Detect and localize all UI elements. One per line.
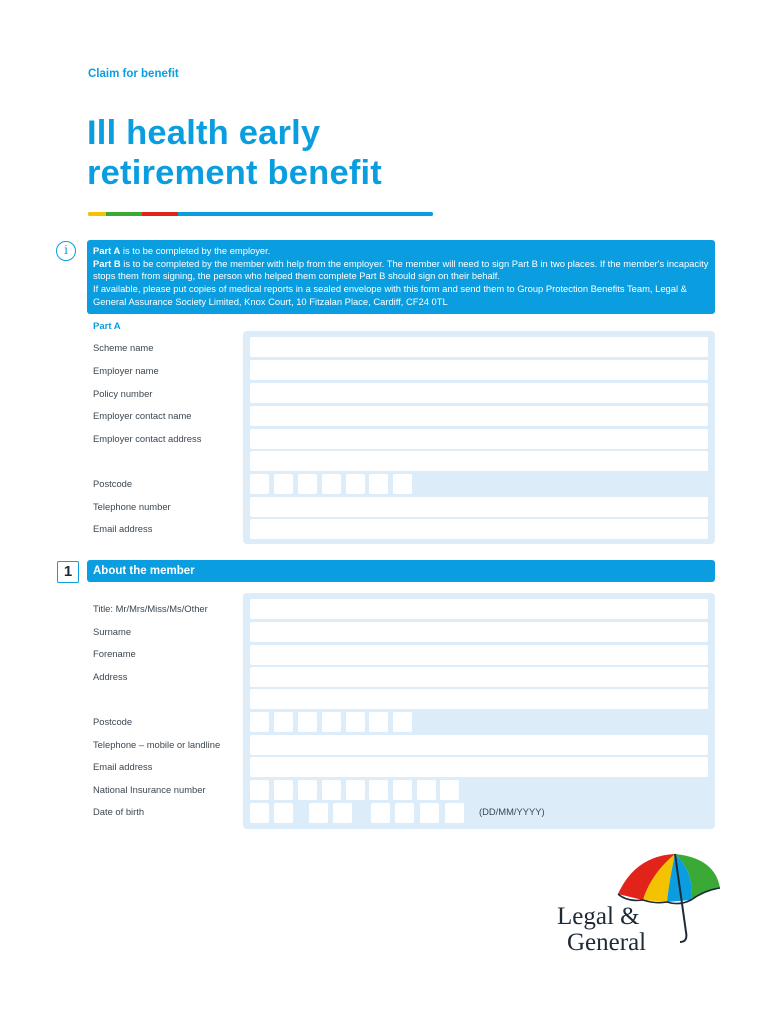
dob-format-hint: (DD/MM/YYYY) bbox=[479, 806, 545, 817]
ni-number-box[interactable] bbox=[440, 780, 459, 800]
dob-box[interactable] bbox=[274, 803, 293, 823]
title-line-1: Ill health early bbox=[87, 114, 321, 152]
employer-address-line1-field[interactable] bbox=[250, 429, 708, 449]
ni-number-box[interactable] bbox=[346, 780, 365, 800]
postcode-label: Postcode bbox=[93, 478, 133, 489]
ni-number-box[interactable] bbox=[298, 780, 317, 800]
reports-text: If available, please put copies of medical reports in a sealed envelope with this form and send them to Group Protection Benefits Team, Legal & General Assurance Society Limited, Knox Court, 10 Fitzalan Place, Cardiff, CF24 0TL bbox=[93, 283, 687, 307]
section-title: About the member bbox=[87, 560, 715, 582]
umbrella-icon bbox=[555, 852, 725, 962]
ni-number-box[interactable] bbox=[393, 780, 412, 800]
info-icon: i bbox=[56, 241, 76, 261]
instructions-box bbox=[87, 240, 715, 314]
forename-field[interactable] bbox=[250, 645, 708, 665]
title-line-2: retirement benefit bbox=[87, 154, 382, 192]
postcode-box[interactable] bbox=[369, 712, 388, 732]
section-number: 1 bbox=[57, 561, 79, 583]
postcode-box[interactable] bbox=[298, 712, 317, 732]
employer-name-field[interactable] bbox=[250, 360, 708, 380]
form-kicker: Claim for benefit bbox=[88, 68, 179, 80]
dob-box[interactable] bbox=[333, 803, 352, 823]
part-a-panel bbox=[243, 331, 715, 544]
address-line1-field[interactable] bbox=[250, 667, 708, 687]
policy-number-field[interactable] bbox=[250, 383, 708, 403]
ni-number-box[interactable] bbox=[250, 780, 269, 800]
email-label: Email address bbox=[93, 761, 153, 772]
employer-contact-address-label: Employer contact address bbox=[93, 433, 202, 444]
part-a-label: Part A bbox=[93, 321, 121, 332]
employer-contact-name-label: Employer contact name bbox=[93, 410, 192, 421]
postcode-box[interactable] bbox=[322, 712, 341, 732]
part-b-text: is to be completed by the member with help from the employer. The member will need to sign Part B in two places. If the member's incapacity stops them from signing, the person who helped them complete Part B should sign on their behalf. bbox=[93, 257, 709, 282]
title-underline bbox=[88, 212, 433, 216]
logo-text-line1: Legal & bbox=[557, 903, 640, 930]
title-label: Title: Mr/Mrs/Miss/Ms/Other bbox=[93, 603, 208, 614]
legal-and-general-logo bbox=[555, 852, 725, 962]
scheme-name-field[interactable] bbox=[250, 337, 708, 357]
ni-number-label: National Insurance number bbox=[93, 784, 206, 795]
scheme-name-label: Scheme name bbox=[93, 342, 154, 353]
email-label: Email address bbox=[93, 523, 153, 534]
postcode-box[interactable] bbox=[369, 474, 388, 494]
postcode-box[interactable] bbox=[393, 712, 412, 732]
postcode-label: Postcode bbox=[93, 716, 133, 727]
postcode-box[interactable] bbox=[250, 712, 269, 732]
dob-label: Date of birth bbox=[93, 806, 145, 817]
part-a-text: is to be completed by the employer. bbox=[120, 245, 271, 256]
dob-box[interactable] bbox=[445, 803, 464, 823]
postcode-box[interactable] bbox=[393, 474, 412, 494]
ni-number-box[interactable] bbox=[369, 780, 388, 800]
dob-box[interactable] bbox=[395, 803, 414, 823]
dob-box[interactable] bbox=[371, 803, 390, 823]
title-field[interactable] bbox=[250, 599, 708, 619]
employer-address-line2-field[interactable] bbox=[250, 451, 708, 471]
postcode-box[interactable] bbox=[346, 474, 365, 494]
forename-label: Forename bbox=[93, 648, 136, 659]
postcode-box[interactable] bbox=[346, 712, 365, 732]
telephone-label: Telephone – mobile or landline bbox=[93, 739, 221, 750]
address-label: Address bbox=[93, 671, 128, 682]
part-a-bold: Part A bbox=[93, 245, 121, 256]
telephone-field[interactable] bbox=[250, 497, 708, 517]
employer-contact-name-field[interactable] bbox=[250, 406, 708, 426]
postcode-box[interactable] bbox=[322, 474, 341, 494]
logo-text-line2: General bbox=[567, 929, 647, 956]
telephone-label: Telephone number bbox=[93, 501, 171, 512]
part-b-bold: Part B bbox=[93, 257, 121, 269]
member-panel bbox=[243, 593, 715, 829]
address-line2-field[interactable] bbox=[250, 689, 708, 709]
ni-number-box[interactable] bbox=[322, 780, 341, 800]
email-field[interactable] bbox=[250, 519, 708, 539]
surname-field[interactable] bbox=[250, 622, 708, 642]
postcode-box[interactable] bbox=[274, 712, 293, 732]
email-field[interactable] bbox=[250, 757, 708, 777]
ni-number-box[interactable] bbox=[274, 780, 293, 800]
telephone-field[interactable] bbox=[250, 735, 708, 755]
postcode-box[interactable] bbox=[298, 474, 317, 494]
surname-label: Surname bbox=[93, 626, 132, 637]
dob-box[interactable] bbox=[309, 803, 328, 823]
postcode-box[interactable] bbox=[274, 474, 293, 494]
employer-name-label: Employer name bbox=[93, 365, 159, 376]
dob-box[interactable] bbox=[420, 803, 439, 823]
dob-box[interactable] bbox=[250, 803, 269, 823]
postcode-box[interactable] bbox=[250, 474, 269, 494]
page-title bbox=[87, 113, 382, 193]
policy-number-label: Policy number bbox=[93, 388, 153, 399]
ni-number-box[interactable] bbox=[417, 780, 436, 800]
